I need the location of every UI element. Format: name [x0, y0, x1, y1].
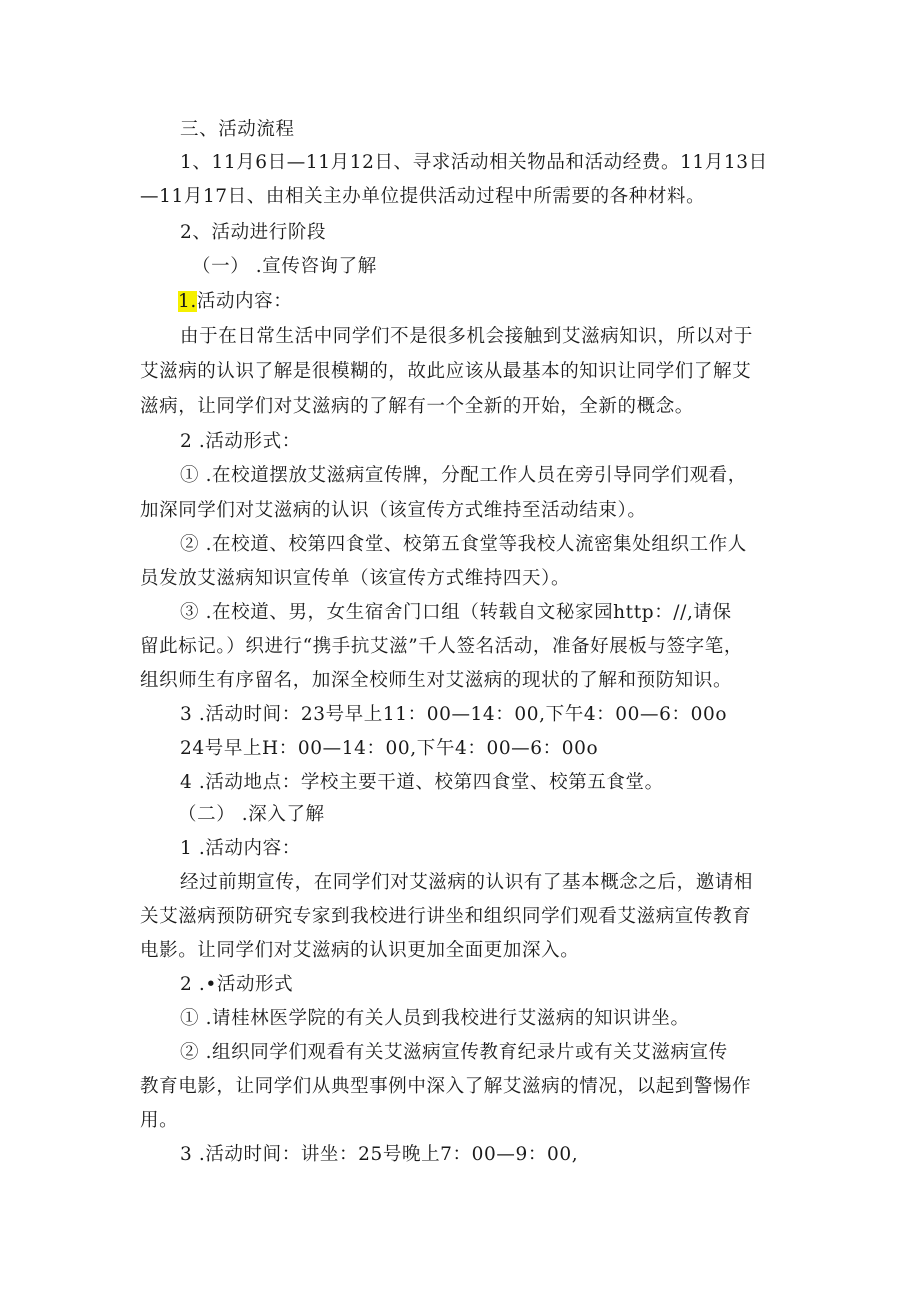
- paragraph-line: ① .在校道摆放艾滋病宣传牌，分配工作人员在旁引导同学们观看，: [180, 465, 747, 486]
- paragraph-line: ① .请桂林医学院的有关人员到我校进行艾滋病的知识讲坐。: [180, 1008, 690, 1029]
- subheading-part-two: （二） .深入了解: [178, 804, 325, 825]
- section-heading-activity-process: 三、活动流程: [180, 119, 295, 140]
- list-item-heading: 2 .•活动形式: [180, 974, 294, 995]
- paragraph-line: 艾滋病的认识了解是很模糊的，故此应该从最基本的知识让同学们了解艾: [140, 361, 752, 382]
- paragraph-line: 24号早上H：00—14：00,下午4：00—6：00o: [180, 738, 599, 759]
- paragraph-line: 组织师生有序留名，加深全校师生对艾滋病的现状的了解和预防知识。: [140, 670, 733, 691]
- paragraph-line: 用。: [140, 1110, 179, 1131]
- subheading-part-one: （一） .宣传咨询了解: [192, 256, 377, 277]
- list-item-heading: 1 .活动内容：: [180, 838, 301, 859]
- paragraph-line: 员发放艾滋病知识宣传单（该宣传方式维持四天）。: [140, 568, 571, 589]
- paragraph-line: 1、11月6日—11月12日、寻求活动相关物品和活动经费。11月13日: [180, 152, 768, 173]
- list-item-heading: 4 .活动地点：学校主要干道、校第四食堂、校第五食堂。: [180, 772, 664, 793]
- paragraph-line: 教育电影，让同学们从典型事例中深入了解艾滋病的情况，以起到警惕作: [140, 1076, 752, 1097]
- paragraph-line: 由于在日常生活中同学们不是很多机会接触到艾滋病知识，所以对于: [180, 326, 754, 347]
- list-item-heading: 3 .活动时间：讲坐：25号晚上7：00—9：00,: [180, 1144, 579, 1165]
- list-item-label: 活动内容：: [196, 291, 293, 312]
- subheading-stage: 2、活动进行阶段: [180, 222, 327, 243]
- paragraph-line: 经过前期宣传，在同学们对艾滋病的认识有了基本概念之后，邀请相: [180, 872, 754, 893]
- highlight-mark: 1.: [178, 291, 197, 312]
- list-item-heading: 3 .活动时间：23号早上11：00—14：00,下午4：00—6：00o: [180, 704, 728, 725]
- paragraph-line: ③ .在校道、男，女生宿舍门口组（转载自文秘家园http：//,请保: [180, 602, 732, 623]
- paragraph-line: 加深同学们对艾滋病的认识（该宣传方式维持至活动结束）。: [140, 500, 647, 521]
- list-item-heading: 2 .活动形式：: [180, 431, 301, 452]
- paragraph-line: 关艾滋病预防研究专家到我校进行讲坐和组织同学们观看艾滋病宣传教育: [140, 906, 752, 927]
- paragraph-line: 滋病，让同学们对艾滋病的了解有一个全新的开始，全新的概念。: [140, 396, 694, 417]
- paragraph-line: ② .在校道、校第四食堂、校第五食堂等我校人流密集处组织工作人: [180, 534, 747, 555]
- paragraph-line: ② .组织同学们观看有关艾滋病宣传教育纪录片或有关艾滋病宣传: [180, 1042, 728, 1063]
- list-item-heading: [178, 287, 292, 317]
- paragraph-line: 留此标记。）织进行“携手抗艾滋”千人签名活动，准备好展板与签字笔，: [140, 636, 743, 657]
- paragraph-line: —11月17日、由相关主办单位提供活动过程中所需要的各种材料。: [140, 186, 706, 207]
- paragraph-line: 电影。让同学们对艾滋病的认识更加全面更加深入。: [140, 940, 580, 961]
